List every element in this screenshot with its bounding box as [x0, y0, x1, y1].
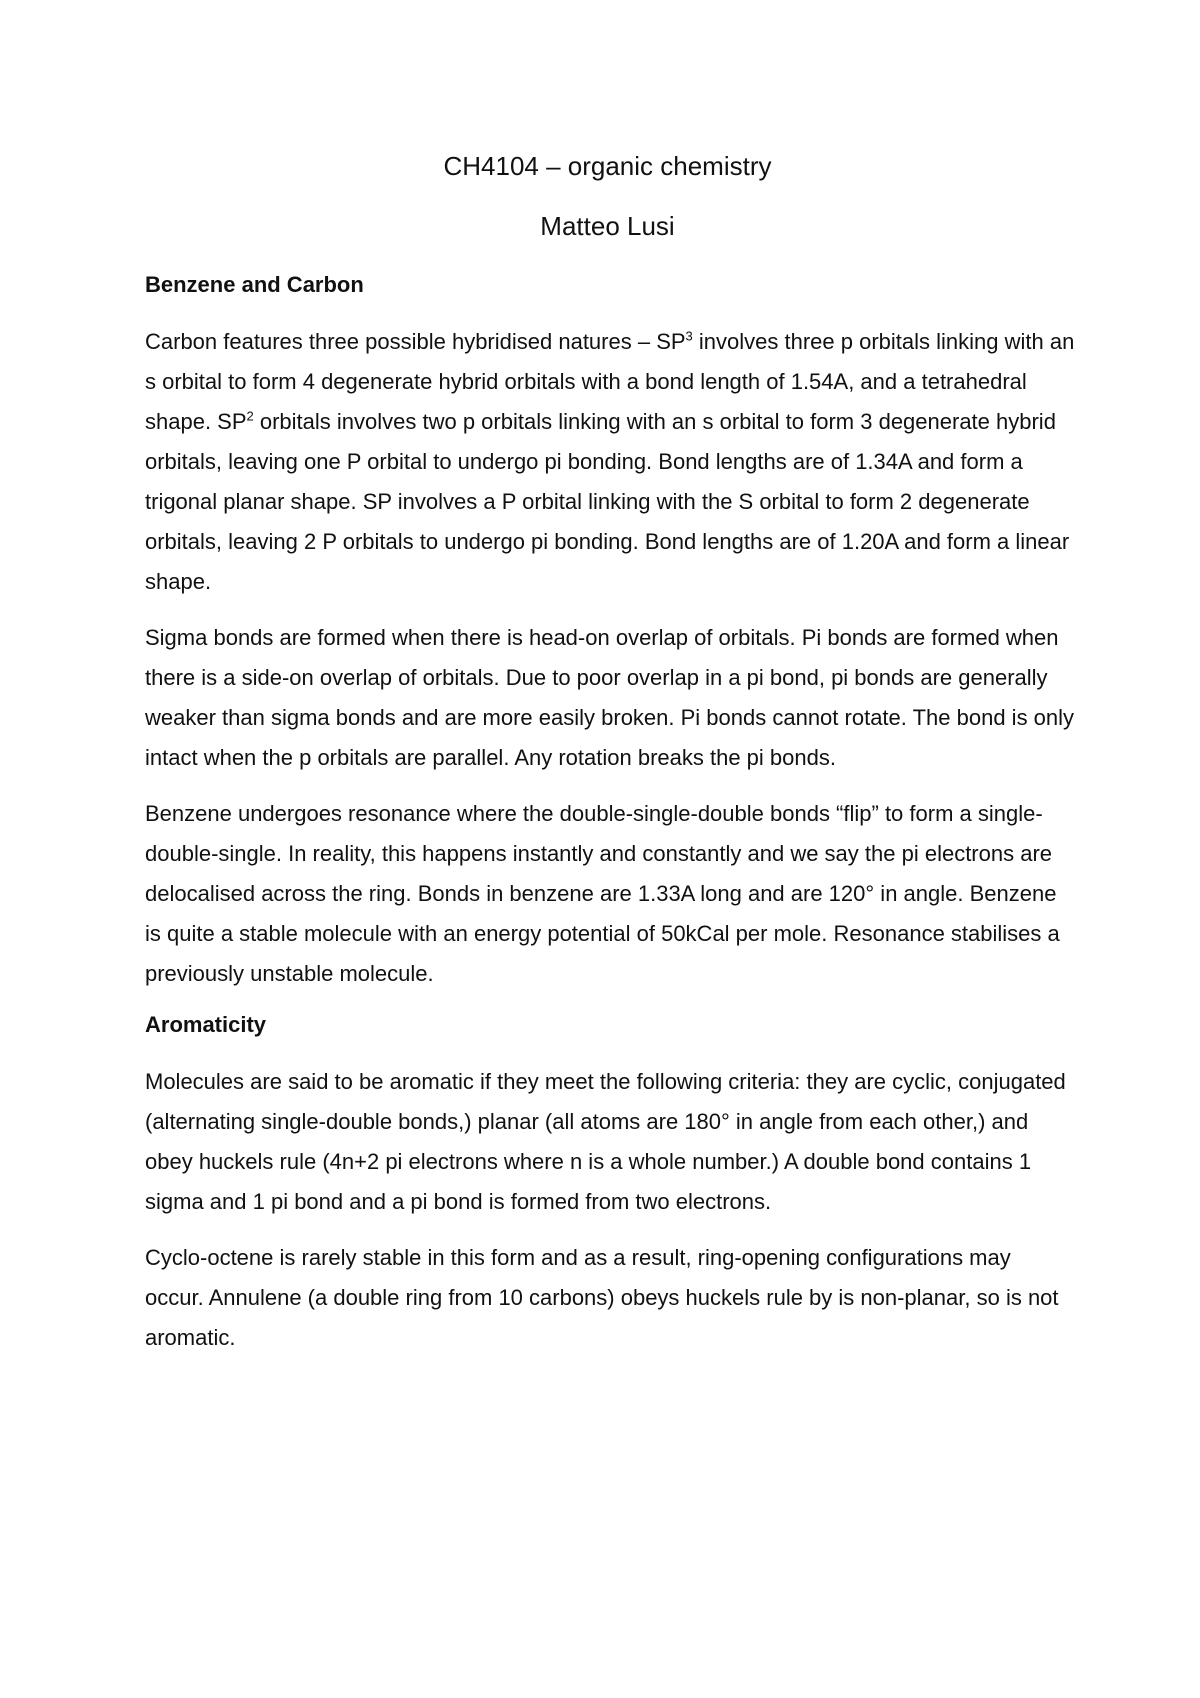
section-heading-aromaticity: Aromaticity: [145, 1012, 267, 1037]
paragraph-text: orbitals involves two p orbitals linking with an s orbital to form 3 degenerate hybrid orbitals, leaving one P orbital to undergo pi bonding. Bond lengths are of 1.34A and form a trigonal planar shape. SP involves a P orbital linking with the S orbital to form 2 degenerate orbitals, leaving 2 P orbitals to undergo pi bonding. Bond lengths are of 1.20A and form a linear shape.: [145, 409, 1070, 594]
paragraph-hybridisation: [145, 322, 1075, 602]
paragraph-sigma-pi-bonds: Sigma bonds are formed when there is head-on overlap of orbitals. Pi bonds are formed when there is a side-on overlap of orbitals. Due to poor overlap in a pi bond, pi bonds are generally weaker than sigma bonds and are more easily broken. Pi bonds cannot rotate. The bond is only intact when the p orbitals are parallel. Any rotation breaks the pi bonds.: [145, 625, 1075, 770]
document-author: Matteo Lusi: [540, 211, 675, 241]
paragraph-text: Carbon features three possible hybridised natures – SP: [145, 329, 686, 354]
paragraph-benzene-resonance: Benzene undergoes resonance where the double-single-double bonds “flip” to form a single-double-single. In reality, this happens instantly and constantly and we say the pi electrons are delocalised across the ring. Bonds in benzene are 1.33A long and are 120° in angle. Benzene is quite a stable molecule with an energy potential of 50kCal per mole. Resonance stabilises a previously unstable molecule.: [145, 801, 1060, 986]
paragraph-text: involves three p orbitals linking with an s orbital to form 4 degenerate hybrid orbitals with a bond length of 1.54A, and a tetrahedral shape. SP: [145, 329, 1075, 434]
document-title: CH4104 – organic chemistry: [443, 151, 772, 181]
superscript: 2: [246, 408, 254, 424]
paragraph-aromatic-criteria: Molecules are said to be aromatic if they meet the following criteria: they are cyclic, conjugated (alternating single-double bonds,) planar (all atoms are 180° in angle from each other,) and obey huckels rule (4n+2 pi electrons where n is a whole number.) A double bond contains 1 sigma and 1 pi bond and a pi bond is formed from two electrons.: [145, 1069, 1066, 1214]
superscript: 3: [685, 328, 693, 344]
section-heading-benzene-carbon: Benzene and Carbon: [145, 272, 364, 297]
paragraph-cyclo-octene: Cyclo-octene is rarely stable in this form and as a result, ring-opening configurations may occur. Annulene (a double ring from 10 carbons) obeys huckels rule by is non-planar, so is not aromatic.: [145, 1245, 1059, 1350]
